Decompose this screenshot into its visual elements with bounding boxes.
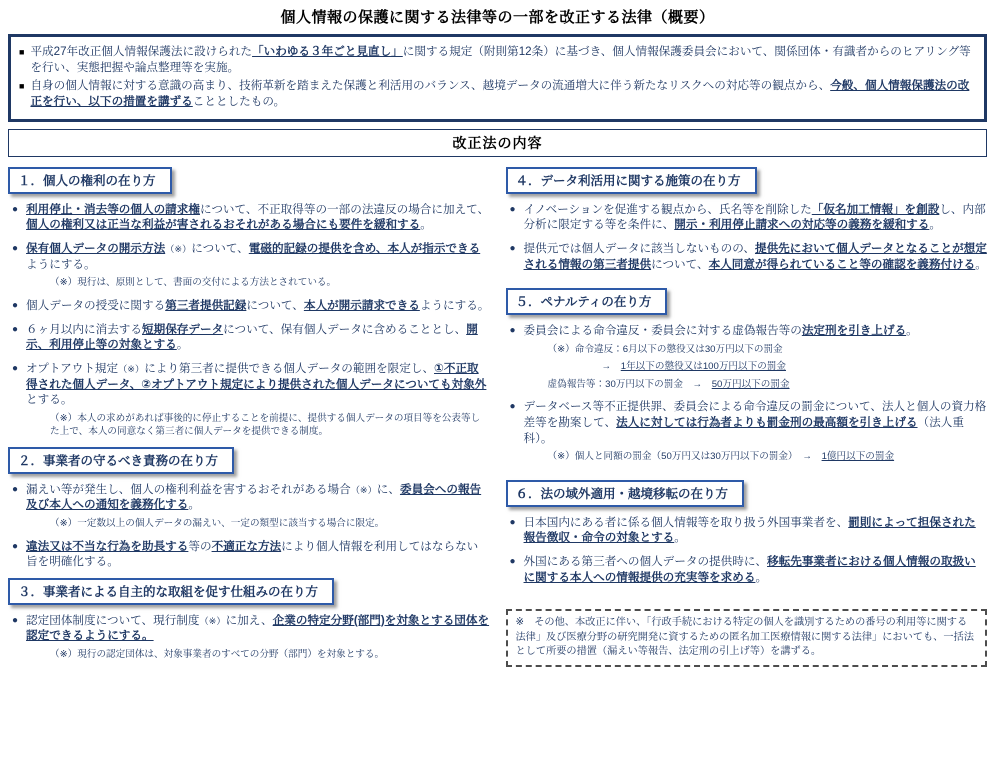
- bullet-item: [12, 241, 490, 290]
- bullet-item: [510, 554, 988, 585]
- intro-bullet: [19, 44, 974, 77]
- dot-bullet-icon: ●: [12, 323, 19, 335]
- dot-bullet-icon: ●: [12, 363, 19, 375]
- bullet-item: [12, 539, 490, 570]
- bullet-note: （※）命令違反：6月以下の懲役又は30万円以下の罰金: [547, 344, 783, 356]
- bullet-text: データベース等不正提供罪、委員会による命令違反の罰金について、法人と個人の資力格差等を勘案して、法人に対しては行為者よりも罰金刑の最高額を引き上げる（法人重科）。: [523, 400, 987, 445]
- bullet-item: [510, 241, 988, 272]
- bullet-item: [12, 322, 490, 353]
- dot-bullet-icon: ●: [509, 243, 516, 255]
- supplementary-note-box: [506, 609, 988, 666]
- left-column: [8, 167, 490, 670]
- section-heading: ４．データ利活用に関する施策の在り方: [506, 167, 757, 194]
- intro-bullet-text: 自身の個人情報に対する意識の高まり、技術革新を踏まえた保護と利活用のバランス、越境データの流通増大に伴う新たなリスクへの対応等の観点から、今般、個人情報保護法の改正を行い、以下の措置を講ずることとしたもの。: [30, 78, 970, 109]
- section-heading: ２．事業者の守るべき責務の在り方: [8, 447, 234, 474]
- bullet-item: [12, 202, 490, 233]
- bullet-note: （※）現行は、原則として、書面の交付による方法とされている。: [50, 277, 337, 289]
- section-business-obligations: [8, 447, 490, 570]
- intro-bullet: [19, 78, 974, 111]
- bullet-note: （※）一定数以上の個人データの漏えい、一定の類型に該当する場合に限定。: [50, 518, 385, 530]
- bullet-note: （※）個人と同額の罰金（50万円又は30万円以下の罰金） → 1億円以下の罰金: [547, 451, 895, 463]
- supplementary-note-text: ※ その他、本改正に伴い、「行政手続における特定の個人を識別するための番号の利用等に関する法律」及び医療分野の研究開発に資するための匿名加工医療情報に関する法律」においても、一括法として所要の措置（漏えい等報告、法定刑の引上げ等）を講ずる。: [515, 617, 974, 658]
- section-personal-rights: [8, 167, 490, 439]
- bullet-text: 外国にある第三者への個人データの提供時に、移転先事業者における個人情報の取扱いに関する本人への情報提供の充実等を求める。: [523, 554, 976, 584]
- bullet-text: 認定団体制度について、現行制度（※）に加え、企業の特定分野(部門)を対象とする団体を認定できるようにする。: [26, 613, 490, 643]
- bullet-item: [12, 613, 490, 662]
- bullet-text: 日本国内にある者に係る個人情報等を取り扱う外国事業者を、罰則によって担保された報告徴収・命令の対象とする。: [523, 515, 976, 545]
- bullet-note: → 1年以下の懲役又は100万円以下の罰金: [601, 361, 786, 373]
- dot-bullet-icon: ●: [12, 243, 19, 255]
- bullet-item: [510, 399, 988, 463]
- dot-bullet-icon: ●: [12, 483, 19, 495]
- dot-bullet-icon: ●: [12, 540, 19, 552]
- intro-bullet-text: 平成27年改正個人情報保護法に設けられた「いわゆる３年ごと見直し」に関する規定（附則第12条）に基づき、個人情報保護委員会において、関係団体・有識者からのヒアリング等を行い、実態把握や論点整理等を実施。: [30, 45, 971, 75]
- dot-bullet-icon: ●: [509, 203, 516, 215]
- bullet-text: 提供元では個人データに該当しないものの、提供先において個人データとなることが想定される情報の第三者提供について、本人同意が得られていること等の確認を義務付ける。: [523, 242, 987, 271]
- square-bullet-icon: ■: [19, 80, 25, 91]
- section-heading: １．個人の権利の在り方: [8, 167, 172, 194]
- bullet-item: [510, 323, 988, 391]
- bullet-text: イノベーションを促進する観点から、氏名等を削除した「仮名加工情報」を創設し、内部分析に限定する等を条件に、開示・利用停止請求への対応等の義務を緩和する。: [523, 202, 986, 232]
- page-title: 個人情報の保護に関する法律等の一部を改正する法律（概要）: [280, 9, 715, 26]
- bullet-item: [12, 482, 490, 531]
- bullet-item: [510, 515, 988, 546]
- bullet-note: （※）現行の認定団体は、対象事業者のすべての分野（部門）を対象とする。: [50, 649, 385, 661]
- dot-bullet-icon: ●: [509, 325, 516, 337]
- bullet-item: [510, 202, 988, 233]
- bullet-item: [12, 361, 490, 439]
- intro-box: [8, 34, 987, 122]
- section-voluntary-efforts: [8, 578, 490, 662]
- section-penalties: [506, 288, 988, 463]
- section-heading: ６．法の域外適用・越境移転の在り方: [506, 480, 745, 507]
- right-column: [506, 167, 988, 670]
- dot-bullet-icon: ●: [12, 614, 19, 626]
- bullet-text: 利用停止・消去等の個人の請求権について、不正取得等の一部の法違反の場合に加えて、個人の権利又は正当な利益が害されるおそれがある場合にも要件を緩和する。: [26, 202, 490, 232]
- dot-bullet-icon: ●: [509, 401, 516, 413]
- bullet-item: [12, 298, 490, 314]
- bullet-text: オプトアウト規定（※）により第三者に提供できる個人データの範囲を限定し、①不正取得された個人データ、②オプトアウト規定により提供された個人データについても対象外とする。: [26, 362, 487, 407]
- bullet-text: 個人データの授受に関する第三者提供記録について、本人が開示請求できるようにする。: [26, 298, 490, 312]
- content-section-header: 改正法の内容: [8, 129, 987, 157]
- section-heading: ５．ペナルティの在り方: [506, 288, 668, 315]
- dot-bullet-icon: ●: [509, 516, 516, 528]
- bullet-text: 漏えい等が発生し、個人の権利利益を害するおそれがある場合（※）に、委員会への報告及び本人への通知を義務化する。: [26, 482, 482, 512]
- bullet-text: ６ヶ月以内に消去する短期保存データについて、保有個人データに含めることとし、開示、利用停止等の対象とする。: [26, 322, 478, 352]
- square-bullet-icon: ■: [19, 47, 25, 57]
- dot-bullet-icon: ●: [509, 555, 516, 567]
- bullet-text: 委員会による命令違反・委員会に対する虚偽報告等の法定刑を引き上げる。: [523, 324, 918, 338]
- section-extraterritorial: [506, 480, 988, 586]
- bullet-note: 虚偽報告等：30万円以下の罰金 → 50万円以下の罰金: [547, 378, 790, 390]
- dot-bullet-icon: ●: [12, 203, 19, 215]
- bullet-text: 保有個人データの開示方法（※）について、電磁的記録の提供を含め、本人が指示できるようにする。: [26, 242, 481, 271]
- bullet-note: （※）本人の求めがあれば事後的に停止することを前提に、提供する個人データの項目等を公表等した上で、本人の同意なく第三者に個人データを提供できる制度。: [50, 413, 481, 438]
- two-column-layout: [8, 167, 987, 670]
- dot-bullet-icon: ●: [12, 299, 19, 311]
- bullet-text: 違法又は不当な行為を助長する等の不適正な方法により個人情報を利用してはならない旨を明確化する。: [26, 539, 479, 569]
- section-heading: ３．事業者による自主的な取組を促す仕組みの在り方: [8, 578, 334, 605]
- section-data-utilization: [506, 167, 988, 273]
